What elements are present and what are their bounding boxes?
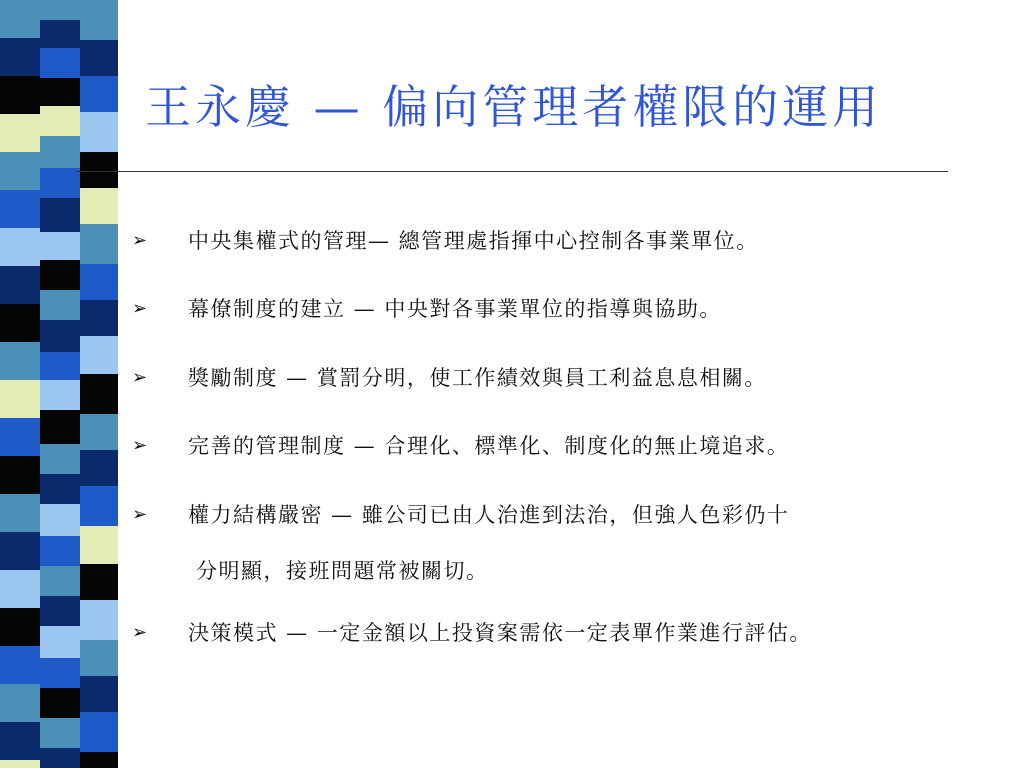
stripe-block — [40, 504, 80, 536]
bullet-text: 獎勵制度 — 賞罰分明，使工作績效與員工利益息息相關。 — [188, 366, 767, 390]
stripe-block — [0, 646, 40, 684]
bullet-text-continuation: 分明顯，接班問題常被關切。 — [196, 559, 489, 583]
stripe-block — [40, 260, 80, 290]
bullet-text: 決策模式 — 一定金額以上投資案需依一定表單作業進行評估。 — [188, 621, 812, 645]
stripe-block — [0, 684, 40, 722]
stripe-block — [80, 600, 118, 640]
arrow-bullet-icon: ➢ — [132, 367, 149, 388]
arrow-bullet-icon: ➢ — [132, 504, 149, 525]
stripe-block — [0, 456, 40, 494]
stripe-block — [40, 596, 80, 626]
stripe-block — [0, 266, 40, 304]
stripe-block — [0, 0, 40, 38]
stripe-block — [40, 444, 80, 474]
stripe-block — [80, 564, 118, 600]
stripe-block — [0, 228, 40, 266]
stripe-block — [0, 418, 40, 456]
stripe-block — [40, 748, 80, 768]
stripe-block — [80, 300, 118, 336]
stripe-block — [0, 38, 40, 76]
stripe-block — [80, 414, 118, 450]
bullet-text: 權力結構嚴密 — 雖公司已由人治進到法治，但強人色彩仍十 — [188, 503, 790, 527]
stripe-block — [80, 152, 118, 188]
title-divider — [76, 171, 948, 172]
stripe-block — [80, 526, 118, 564]
stripe-block — [40, 20, 80, 48]
stripe-block — [40, 232, 80, 260]
stripe-block — [0, 570, 40, 608]
stripe-block — [40, 688, 80, 718]
stripe-block — [40, 290, 80, 320]
stripe-block — [80, 40, 118, 76]
stripe-block — [80, 752, 118, 768]
stripe-block — [40, 78, 80, 106]
stripe-block — [0, 152, 40, 190]
stripe-block — [0, 304, 40, 342]
bullet-text: 中央集權式的管理— 總管理處指揮中心控制各事業單位。 — [188, 229, 759, 253]
stripe-block — [0, 380, 40, 418]
stripe-block — [80, 486, 118, 526]
stripe-block — [40, 0, 80, 20]
stripe-block — [40, 320, 80, 352]
stripe-block — [40, 48, 80, 78]
stripe-block — [40, 380, 80, 410]
stripe-block — [40, 198, 80, 232]
stripe-block — [80, 374, 118, 414]
stripe-block — [80, 450, 118, 486]
stripe-block — [0, 532, 40, 570]
bullet-text: 完善的管理制度 — 合理化、標準化、制度化的無止境追求。 — [188, 434, 790, 458]
decorative-stripe-bar — [0, 0, 118, 768]
arrow-bullet-icon: ➢ — [132, 230, 149, 251]
stripe-block — [40, 474, 80, 504]
stripe-block — [80, 224, 118, 264]
stripe-block — [0, 760, 40, 768]
stripe-block — [40, 718, 80, 748]
stripe-block — [0, 190, 40, 228]
stripe-block — [80, 188, 118, 224]
stripe-block — [80, 76, 118, 112]
stripe-block — [40, 626, 80, 658]
stripe-block — [40, 566, 80, 596]
stripe-block — [80, 336, 118, 374]
stripe-block — [80, 640, 118, 676]
stripe-block — [0, 494, 40, 532]
stripe-block — [80, 676, 118, 712]
stripe-block — [0, 114, 40, 152]
arrow-bullet-icon: ➢ — [132, 435, 149, 456]
stripe-block — [40, 658, 80, 688]
bullet-text: 幕僚制度的建立 — 中央對各事業單位的指導與協助。 — [188, 297, 722, 321]
stripe-block — [40, 136, 80, 168]
arrow-bullet-icon: ➢ — [132, 298, 149, 319]
stripe-block — [0, 722, 40, 760]
stripe-block — [80, 712, 118, 752]
stripe-block — [40, 168, 80, 198]
stripe-block — [80, 264, 118, 300]
stripe-block — [80, 0, 118, 40]
stripe-block — [0, 342, 40, 380]
stripe-block — [0, 76, 40, 114]
stripe-block — [40, 410, 80, 444]
stripe-block — [40, 352, 80, 380]
stripe-block — [40, 536, 80, 566]
page-title: 王永慶 — 偏向管理者權限的運用 — [145, 80, 883, 134]
stripe-block — [0, 608, 40, 646]
arrow-bullet-icon: ➢ — [132, 622, 149, 643]
stripe-block — [80, 112, 118, 152]
stripe-block — [40, 106, 80, 136]
